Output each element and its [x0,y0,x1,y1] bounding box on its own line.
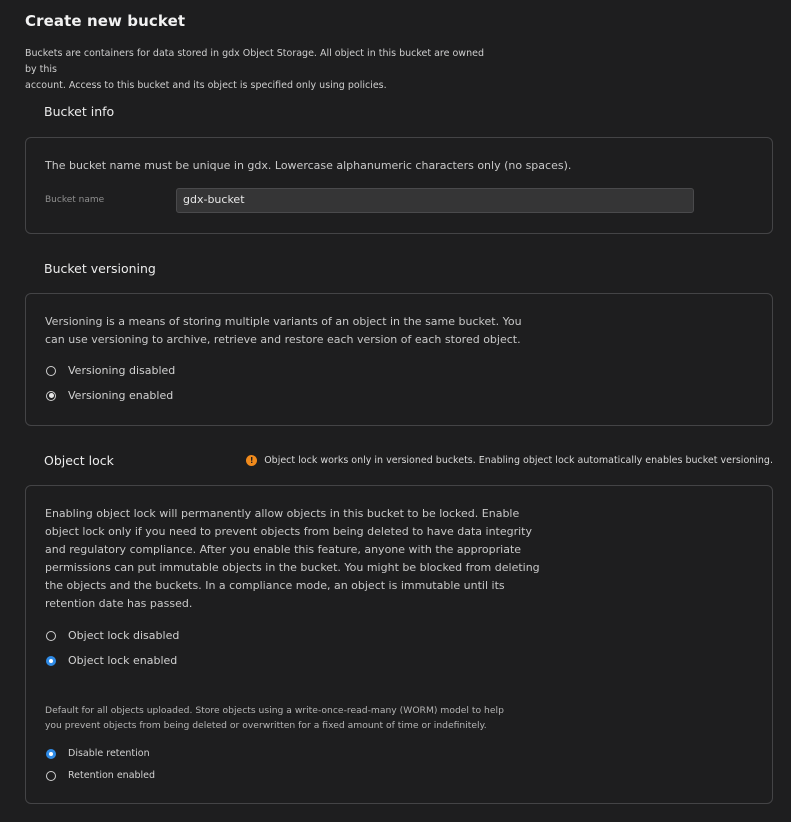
retention-description [45,703,504,733]
retention-enabled-option[interactable] [46,770,155,781]
retention-description-line: you prevent objects from being deleted or overwritten for a fixed amount of time or indefinitely. [45,720,487,731]
section-title-bucket-info: Bucket info [44,104,115,119]
object-lock-description-line: permissions can put immutable objects in the bucket. You might be blocked from deleting [45,561,540,574]
object-lock-description-line: Enabling object lock will permanently allow objects in this bucket to be locked. Enable [45,507,520,520]
disable-retention-option[interactable] [46,748,150,759]
object-lock-disabled-option[interactable] [46,629,179,642]
intro-line: account. Access to this bucket and its object is specified only using policies. [25,80,387,91]
radio-checked-icon[interactable] [46,391,56,401]
radio-checked-icon[interactable] [46,749,56,759]
page-intro [25,46,485,94]
radio-unchecked-icon[interactable] [46,631,56,641]
object-lock-description-line: the objects and the buckets. In a compliance mode, an object is immutable until its [45,579,505,592]
versioning-enabled-option[interactable] [46,389,173,402]
disable-retention-label: Disable retention [68,748,150,759]
bucket-info-panel [25,137,773,234]
retention-enabled-label: Retention enabled [68,770,156,781]
object-lock-description [45,505,540,613]
intro-line: Buckets are containers for data stored in gdx Object Storage. All object in this bucket are owned by this [25,48,484,75]
versioning-disabled-option[interactable] [46,364,175,377]
page-title: Create new bucket [25,12,186,30]
section-title-versioning: Bucket versioning [44,261,156,276]
bucket-name-label: Bucket name [45,195,105,205]
radio-unchecked-icon[interactable] [46,771,56,781]
bucket-name-input[interactable]: gdx-bucket [176,188,694,213]
object-lock-warning [246,455,773,466]
versioning-enabled-label: Versioning enabled [68,389,174,402]
object-lock-description-line: and regulatory compliance. After you enable this feature, anyone with the appropriate [45,543,522,556]
object-lock-disabled-label: Object lock disabled [68,629,180,642]
object-lock-enabled-label: Object lock enabled [68,654,178,667]
versioning-description [45,313,522,349]
versioning-description-line: can use versioning to archive, retrieve and restore each version of each stored object. [45,333,521,346]
object-lock-enabled-option[interactable] [46,654,177,667]
versioning-panel [25,293,773,426]
bucket-info-description: The bucket name must be unique in gdx. Lowercase alphanumeric characters only (no spaces). [45,159,572,172]
versioning-disabled-label: Versioning disabled [68,364,176,377]
object-lock-panel [25,485,773,804]
retention-description-line: Default for all objects uploaded. Store objects using a write-once-read-many (WORM) model to help [45,705,504,716]
versioning-description-line: Versioning is a means of storing multiple variants of an object in the same bucket. You [45,315,522,328]
exclamation-icon: ! [246,455,257,466]
radio-checked-icon[interactable] [46,656,56,666]
object-lock-description-line: object lock only if you need to prevent objects from being deleted to have data integrity [45,525,533,538]
object-lock-description-line: retention date has passed. [45,597,193,610]
radio-unchecked-icon[interactable] [46,366,56,376]
section-title-object-lock: Object lock [44,453,114,468]
object-lock-warning-text: Object lock works only in versioned buckets. Enabling object lock automatically enables bucket versioning. [264,455,773,466]
